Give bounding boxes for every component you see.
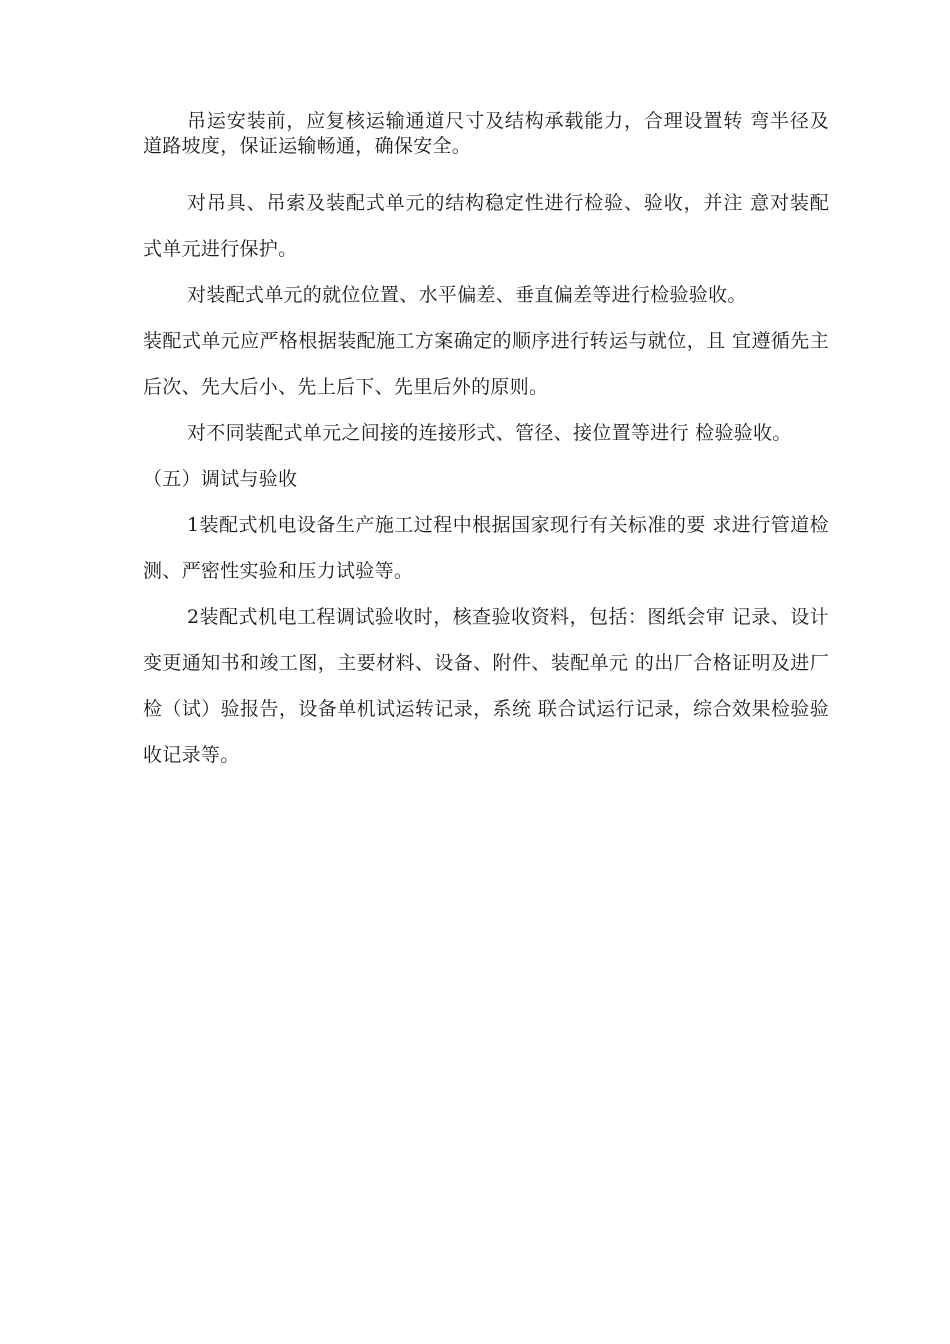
paragraph-assembly-sequence: 装配式单元应严格根据装配施工方案确定的顺序进行转运与就位，且 宜遵循先主后次、先大后小、先上后下、先里后外的原则。 <box>143 330 829 398</box>
paragraph-rigging-inspection: 对吊具、吊索及装配式单元的结构稳定性进行检验、验收，并注 意对装配式单元进行保护。 <box>143 192 829 260</box>
paragraph-transport-check: 吊运安装前，应复核运输通道尺寸及结构承载能力，合理设置转 弯半径及道路坡度，保证运输畅通，确保安全。 <box>143 110 829 157</box>
section-heading-commissioning: （五）调试与验收 <box>143 468 298 490</box>
paragraph-pipe-testing: 1装配式机电设备生产施工过程中根据国家现行有关标准的要 求进行管道检测、严密性实验和压力试验等。 <box>143 514 829 582</box>
paragraph-position-deviation: 对装配式单元的就位位置、水平偏差、垂直偏差等进行检验验收。 <box>187 284 747 306</box>
paragraph-connection-inspection: 对不同装配式单元之间接的连接形式、管径、接位置等进行 检验验收。 <box>187 422 792 444</box>
paragraph-acceptance-documents: 2装配式机电工程调试验收时，核查验收资料，包括：图纸会审 记录、设计变更通知书和竣工图，主要材料、设备、附件、装配单元 的出厂合格证明及进厂检（试）验报告，设备单机试运转记录，系统 联合试运行记录，综合效果检验验收记录等。 <box>143 606 829 766</box>
document-body <box>143 109 829 778</box>
